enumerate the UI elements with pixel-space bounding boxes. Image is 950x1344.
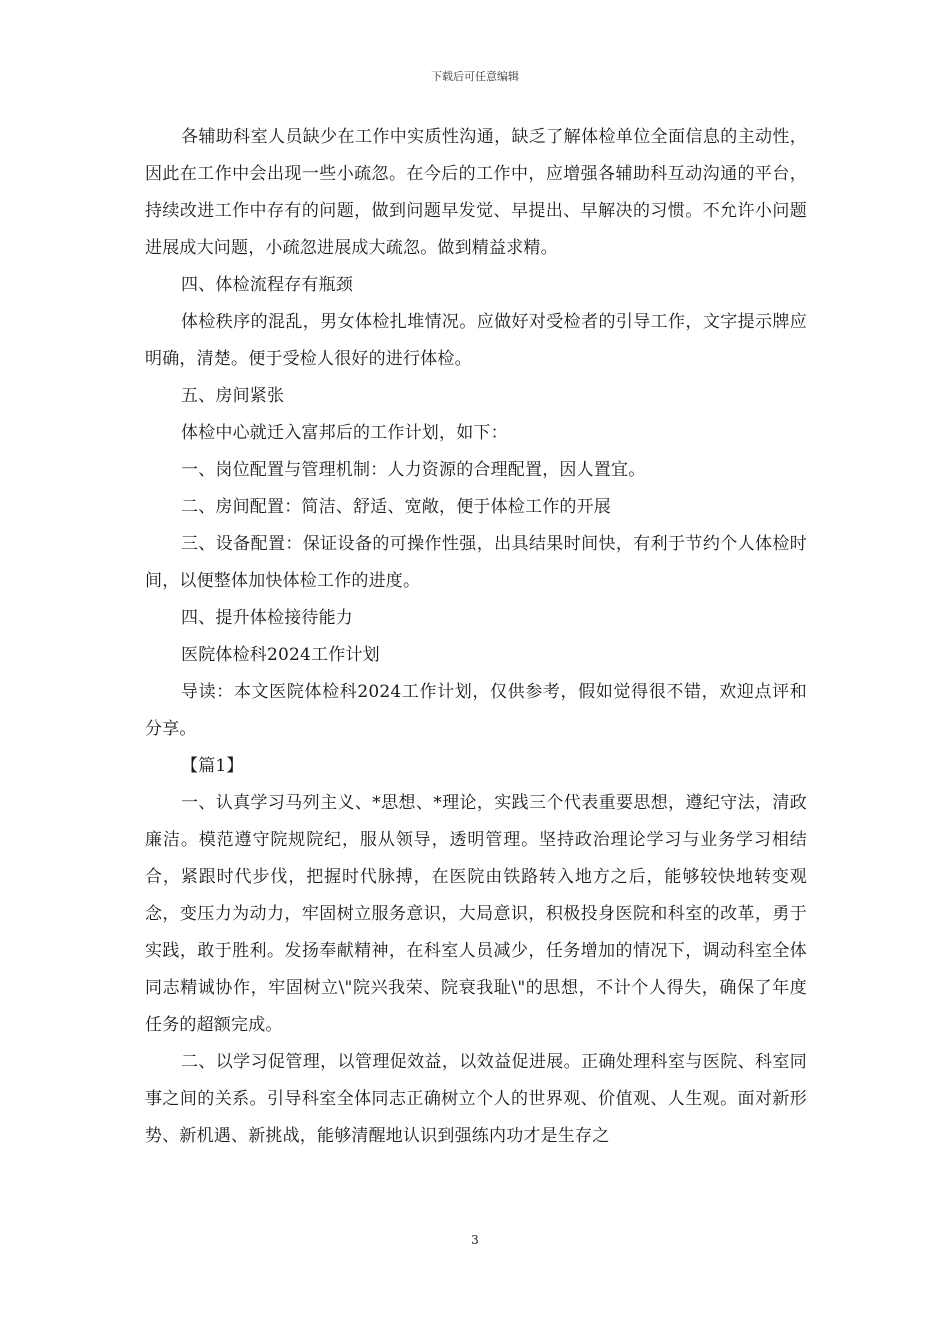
list-item: 三、设备配置：保证设备的可操作性强，出具结果时间快，有利于节约个人体检时间，以便整体加快体检工作的进度。 [145, 534, 807, 591]
page-header: 下载后可任意编辑 [431, 70, 519, 83]
paragraph: 各辅助科室人员缺少在工作中实质性沟通，缺乏了解体检单位全面信息的主动性，因此在工作中会出现一些小疏忽。在今后的工作中，应增强各辅助科互动沟通的平台，持续改进工作中存有的问题，做到问题早发觉、早提出、早解决的习惯。不允许小问题进展成大问题，小疏忽进展成大疏忽。做到精益求精。 [145, 127, 807, 258]
paragraph: 体检秩序的混乱，男女体检扎堆情况。应做好对受检者的引导工作，文字提示牌应明确，清楚。便于受检人很好的进行体检。 [145, 312, 807, 369]
list-item: 四、提升体检接待能力 [181, 608, 353, 628]
paragraph: 体检中心就迁入富邦后的工作计划，如下： [181, 423, 508, 443]
document-title: 医院体检科2024工作计划 [181, 645, 380, 665]
part-label: 【篇1】 [181, 756, 244, 776]
paragraph: 二、以学习促管理，以管理促效益，以效益促进展。正确处理科室与医院、科室同事之间的关系。引导科室全体同志正确树立个人的世界观、价值观、人生观。面对新形势、新机遇、新挑战，能够清醒地认识到强练内功才是生存之 [145, 1052, 807, 1146]
page-number: 3 [471, 1233, 479, 1247]
list-item: 二、房间配置：简洁、舒适、宽敞，便于体检工作的开展 [181, 497, 611, 517]
section-heading: 五、房间紧张 [181, 386, 285, 406]
paragraph: 一、认真学习马列主义、*思想、*理论，实践三个代表重要思想，遵纪守法，清政廉洁。模范遵守院规院纪，服从领导，透明管理。坚持政治理论学习与业务学习相结合，紧跟时代步伐，把握时代脉搏，在医院由铁路转入地方之后，能够较快地转变观念，变压力为动力，牢固树立服务意识，大局意识，积极投身医院和科室的改革，勇于实践，敢于胜利。发扬奉献精神，在科室人员减少，任务增加的情况下，调动科室全体同志精诚协作，牢固树立\"院兴我荣、院衰我耻\"的思想，不计个人得失，确保了年度任务的超额完成。 [145, 793, 807, 1035]
list-item: 一、岗位配置与管理机制：人力资源的合理配置，因人置宜。 [181, 460, 646, 480]
section-heading: 四、体检流程存有瓶颈 [181, 275, 353, 295]
intro-paragraph: 导读：本文医院体检科2024工作计划，仅供参考，假如觉得很不错，欢迎点评和分享。 [145, 682, 807, 739]
document-body [145, 119, 807, 1155]
